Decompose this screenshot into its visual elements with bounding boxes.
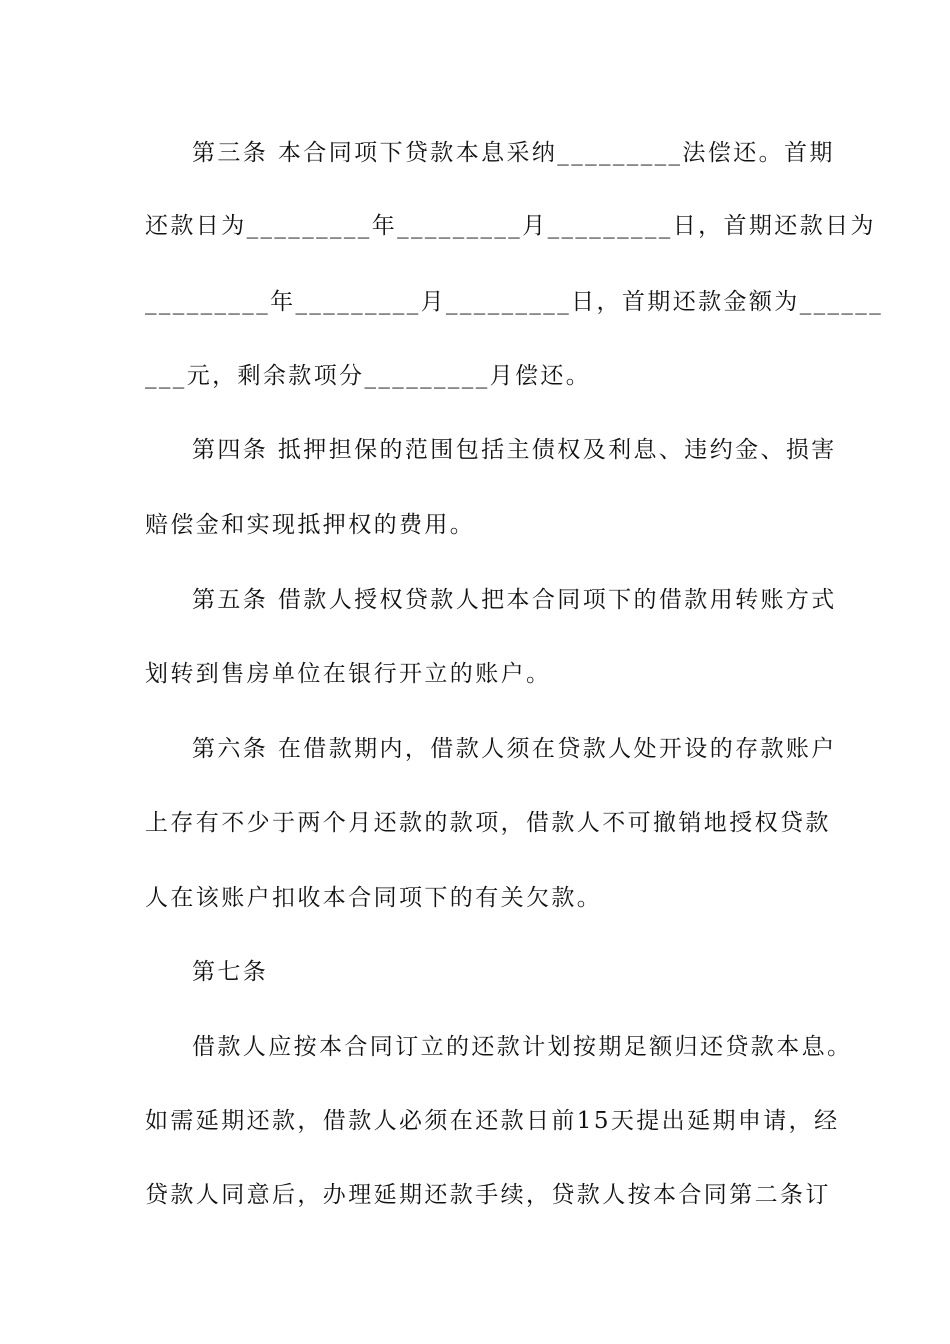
article-5-line-2: 划转到售房单位在银行开立的账户。 — [145, 661, 552, 687]
article-3-line-2: 还款日为_________年_________月_________日，首期还款日为 — [145, 213, 876, 239]
article-4-line-1: 第四条 抵押担保的范围包括主债权及利息、违约金、损害 — [192, 437, 837, 463]
article-4-line-2: 赔偿金和实现抵押权的费用。 — [145, 512, 476, 538]
article-6-line-3: 人在该账户扣收本合同项下的有关欠款。 — [145, 885, 603, 911]
article-5-line-1: 第五条 借款人授权贷款人把本合同项下的借款用转账方式 — [192, 587, 837, 613]
article-7-line-2: 如需延期还款，借款人必须在还款日前15天提出延期申请，经 — [145, 1108, 840, 1134]
article-3-line-4: ___元，剩余款项分_________月偿还。 — [145, 363, 592, 389]
article-6-line-1: 第六条 在借款期内，借款人须在贷款人处开设的存款账户 — [192, 736, 837, 762]
article-7-line-1: 借款人应按本合同订立的还款计划按期足额归还贷款本息。 — [192, 1034, 853, 1060]
article-7-heading: 第七条 — [192, 959, 269, 985]
article-6-line-2: 上存有不少于两个月还款的款项，借款人不可撤销地授权贷款 — [145, 810, 831, 836]
article-7-line-3: 贷款人同意后，办理延期还款手续，贷款人按本合同第二条订 — [145, 1182, 831, 1208]
article-3-line-1: 第三条 本合同项下贷款本息采纳_________法偿还。首期 — [192, 140, 835, 166]
article-3-line-3: _________年_________月_________日，首期还款金额为______ — [145, 289, 884, 315]
